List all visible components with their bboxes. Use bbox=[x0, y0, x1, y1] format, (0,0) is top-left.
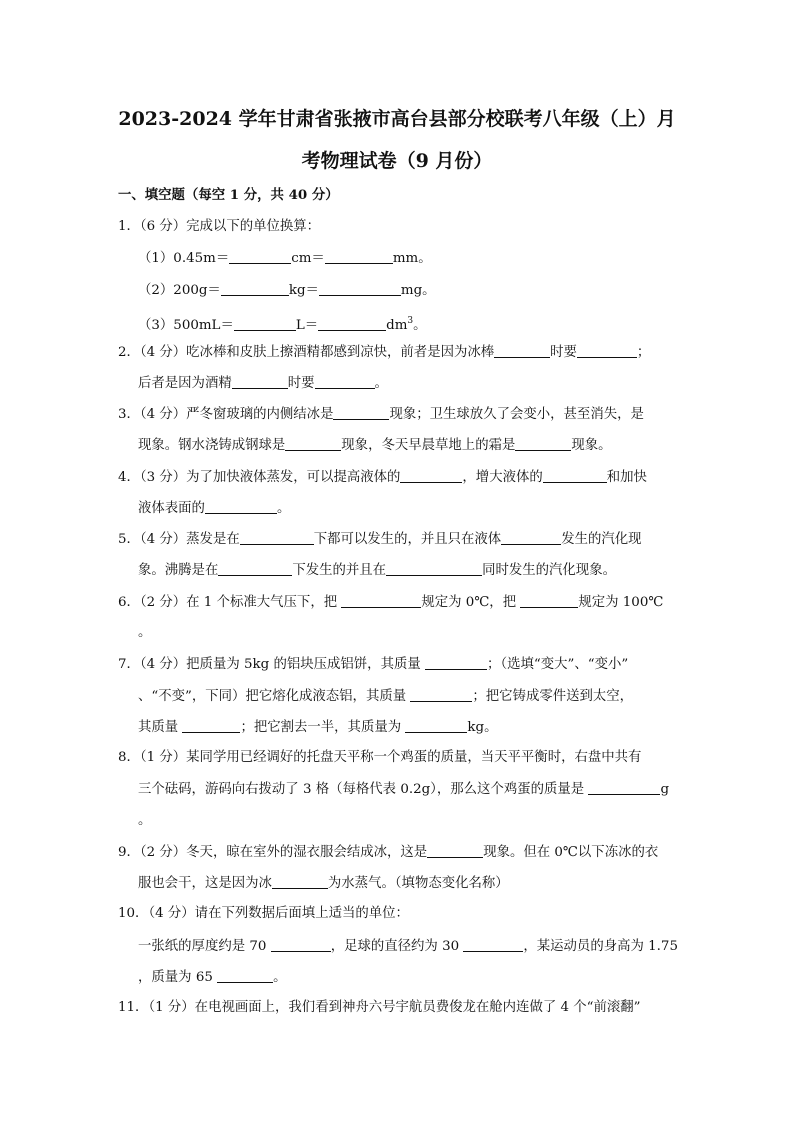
answer-blank[interactable] bbox=[386, 561, 482, 576]
question-8-line-2: 三个砝码，游码向右拨动了 3 格（每格代表 0.2g），那么这个鸡蛋的质量是 g bbox=[138, 782, 670, 797]
question-7-line-1: 7．（4 分）把质量为 5kg 的铝块压成铝饼，其质量 ；（选填“变大”、“变小” bbox=[118, 657, 629, 672]
answer-blank[interactable] bbox=[229, 249, 291, 264]
question-4-line-2: 液体表面的 。 bbox=[138, 501, 291, 516]
exam-title-line1: 2023-2024 学年甘肃省张掖市高台县部分校联考八年级（上）月 bbox=[118, 108, 676, 130]
question-5-line-1: 5．（4 分）蒸发是在 下都可以发生的，并且只在液体 发生的汽化现 bbox=[118, 532, 642, 547]
question-8-line-1: 8．（1 分）某同学用已经调好的托盘天平称一个鸡蛋的质量，当天平平衡时，右盘中共有 bbox=[118, 750, 642, 765]
answer-blank[interactable] bbox=[271, 937, 331, 952]
question-1-line-1: （1）0.45m＝ cm＝ mm。 bbox=[138, 251, 432, 266]
answer-blank[interactable] bbox=[543, 468, 607, 483]
answer-blank[interactable] bbox=[405, 718, 467, 733]
answer-blank[interactable] bbox=[240, 530, 314, 545]
question-2-line-1: 2．（4 分）吃冰棒和皮肤上擦酒精都感到凉快，前者是因为冰棒 时要 ； bbox=[118, 345, 651, 360]
section-heading: 一、填空题（每空 1 分，共 40 分） bbox=[118, 187, 339, 203]
question-3-line-1: 3．（4 分）严冬窗玻璃的内侧结冰是 现象；卫生球放久了会变小，甚至消失，是 bbox=[118, 407, 644, 422]
question-10-stem: 10．（4 分）请在下列数据后面填上适当的单位： bbox=[118, 906, 409, 921]
answer-blank[interactable] bbox=[217, 968, 273, 983]
question-9-line-2: 服也会干，这是因为冰 为水蒸气。（填物态变化名称） bbox=[138, 876, 509, 891]
answer-blank[interactable] bbox=[221, 281, 289, 296]
question-1-line-2: （2）200g＝ kg＝ mg。 bbox=[138, 283, 436, 298]
question-5-line-2: 象。沸腾是在 下发生的并且在 同时发生的汽化现象。 bbox=[138, 563, 616, 578]
question-3-line-2: 现象。钢水浇铸成钢球是 现象，冬天早晨草地上的霜是 现象。 bbox=[138, 438, 612, 453]
answer-blank[interactable] bbox=[463, 937, 523, 952]
answer-blank[interactable] bbox=[333, 405, 389, 420]
answer-blank[interactable] bbox=[588, 780, 660, 795]
answer-blank[interactable] bbox=[425, 655, 487, 670]
answer-blank[interactable] bbox=[501, 530, 561, 545]
exam-title-line2: 考物理试卷（9 月份） bbox=[301, 150, 493, 172]
question-7-line-3: 其质量 ；把它割去一半，其质量为 kg。 bbox=[138, 720, 498, 735]
answer-blank[interactable] bbox=[205, 499, 277, 514]
answer-blank[interactable] bbox=[427, 843, 483, 858]
question-10-line-3: ，质量为 65 。 bbox=[138, 970, 287, 985]
answer-blank[interactable] bbox=[319, 281, 401, 296]
answer-blank[interactable] bbox=[232, 374, 288, 389]
answer-blank[interactable] bbox=[400, 468, 462, 483]
answer-blank[interactable] bbox=[520, 593, 578, 608]
answer-blank[interactable] bbox=[315, 374, 375, 389]
question-10-line-2: 一张纸的厚度约是 70 ，足球的直径约为 30 ，某运动员的身高为 1.75 bbox=[138, 939, 678, 954]
question-6-line-1: 6．（2 分）在 1 个标准大气压下，把 规定为 0℃，把 规定为 100℃ bbox=[118, 595, 664, 610]
question-8-line-3: 。 bbox=[138, 813, 152, 828]
answer-blank[interactable] bbox=[234, 316, 296, 331]
answer-blank[interactable] bbox=[341, 593, 421, 608]
answer-blank[interactable] bbox=[285, 436, 341, 451]
question-1-stem: 1．（6 分）完成以下的单位换算： bbox=[118, 219, 321, 234]
answer-blank[interactable] bbox=[410, 687, 472, 702]
question-4-line-1: 4．（3 分）为了加快液体蒸发，可以提高液体的 ，增大液体的 和加快 bbox=[118, 470, 647, 485]
question-11-line-1: 11．（1 分）在电视画面上，我们看到神舟六号宇航员费俊龙在舱内连做了 4 个“前滚翻” bbox=[118, 1000, 641, 1015]
answer-blank[interactable] bbox=[325, 249, 393, 264]
answer-blank[interactable] bbox=[515, 436, 571, 451]
question-1-line-3: $(3)500mL= L= dm^3$。 bbox=[138, 316, 427, 333]
question-7-line-2: 、“不变”，下同）把它熔化成液态铝，其质量 ；把它铸成零件送到太空， bbox=[138, 689, 634, 704]
question-2-line-2: 后者是因为酒精 时要 。 bbox=[138, 376, 388, 391]
question-9-line-1: 9．（2 分）冬天，晾在室外的湿衣服会结成冰，这是 现象。但在 0℃以下冻冰的衣 bbox=[118, 845, 659, 860]
answer-blank[interactable] bbox=[272, 874, 328, 889]
answer-blank[interactable] bbox=[577, 343, 637, 358]
question-6-line-2: 。 bbox=[138, 625, 152, 640]
answer-blank[interactable] bbox=[318, 316, 386, 331]
answer-blank[interactable] bbox=[182, 718, 240, 733]
answer-blank[interactable] bbox=[218, 561, 292, 576]
answer-blank[interactable] bbox=[494, 343, 550, 358]
